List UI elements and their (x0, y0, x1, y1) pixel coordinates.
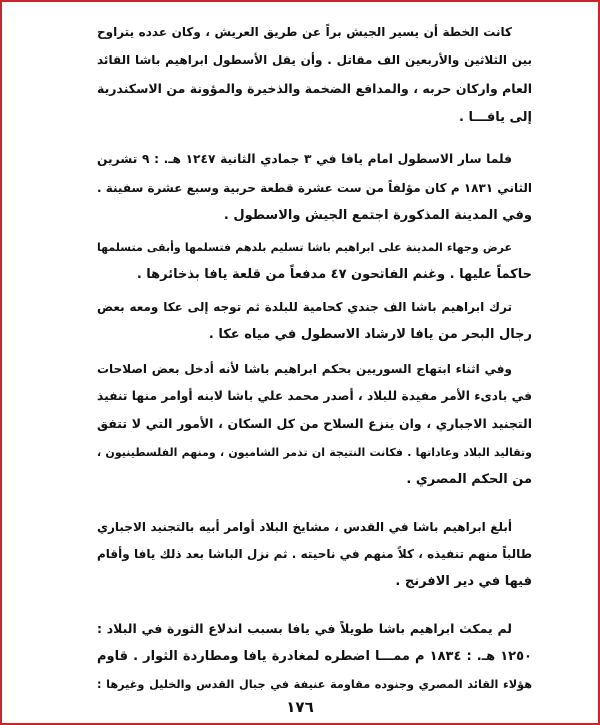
text-line: وتقاليد البلاد وعاداتها . فكانت النتيجة ان تذمر الشاميون ، ومنهم الفلسطينيون ، (97, 446, 532, 459)
text-line: حاكماً عليها . وغنم الفاتحون ٤٧ مدفعاً من قلعة يافا بذخائرها . (136, 267, 532, 282)
text-line: بين الثلاثين والأربعين الف مقاتل . وأن يقل الأسطول ابراهيم باشا القائد (97, 53, 532, 67)
text-line: من الحكم المصري . (406, 472, 532, 487)
text-line: وفي اثناء ابتهاج السوريين بحكم ابراهيم باشا لأنه أدخل بعض اصلاحات (97, 362, 512, 376)
text-line: في بادىء الأمر مفيدة للبلاد ، أصدر محمد علي باشا لابنه أوامر منها تنفيذ (97, 389, 532, 403)
text-line: ١٢٥٠ هـ. : ١٨٣٤ م ممـــا اضطره لمغادرة يافا ومطاردة الثوار . قاوم (97, 649, 532, 664)
text-line: أبلغ ابراهيم باشا في القدس ، مشايخ البلاد أوامر أبيه بالتجنيد الاجباري (97, 520, 512, 534)
text-line: كانت الخطة أن يسير الجيش براً عن طريق العريش ، وكان عدده يتراوح (97, 25, 512, 39)
text-line: فلما سار الاسطول امام يافا في ٣ جمادي الثانية ١٢٤٧ هـ. : ٩ تشرين (97, 152, 513, 166)
page-number: ١٧٦ (286, 698, 314, 716)
text-line: طالباً منهم تنفيذه ، كلاً منهم في ناحيته . ثم نزل الباشا بعد ذلك يافا وأقام (97, 547, 532, 561)
text-line: وفي المدينة المذكورة اجتمع الجيش والاسطول . (223, 208, 532, 223)
text-line: التجنيد الاجباري ، وان ينزع السلاح من كل السكان ، الأمور التي لا تتفق (97, 416, 532, 431)
text-line: رجال البحر من يافا لارشاد الاسطول في مياه عكا . (208, 327, 532, 342)
text-line: العام واركان حربه ، والمدافع الضخمة والذخيرة والمؤونة من الاسكندرية (97, 81, 532, 96)
text-line: الثاني ١٨٣١ م كان مؤلفاً من ست عشرة قطعة حربية وسبع عشرة سفينة . (97, 181, 532, 195)
text-line: هؤلاء القائد المصري وجنوده مقاومة عنيفة في جبال القدس والخليل وغيرها : (97, 678, 532, 691)
text-line: ترك ابراهيم باشا الف جندي كحامية للبلدة ثم توجه إلى عكا ومعه بعض (97, 300, 512, 314)
text-line: لم يمكث ابراهيم باشا طويلاً في يافا بسبب اندلاع الثورة في البلاد : (97, 621, 512, 636)
text-line: عرض وجهاء المدينة على ابراهيم باشا تسليم بلدهم فتسلمها وأبقى متسلمها (97, 241, 512, 254)
text-line: فيها في دير الافرنج . (395, 574, 532, 589)
text-line: إلى يافـــا . (459, 110, 532, 125)
